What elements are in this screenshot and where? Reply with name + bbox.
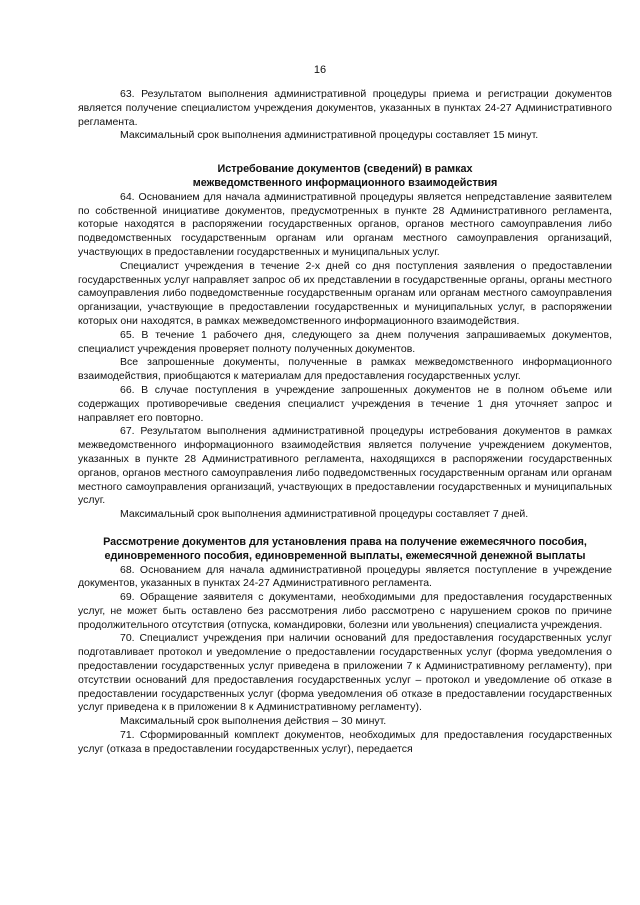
paragraph-64: 64. Основанием для начала административной процедуры является непредставление заявителем по собственной инициативе документов, предусмотренных в пункте 28 Административного регламента, которые находятся в распоряжении государственных органов, органов местного самоуправления либо подведомственных государственным органам или органам местного самоуправления организаций, участвующих в предоставлении государственных и муниципальных услуг. bbox=[78, 190, 612, 258]
spacer bbox=[78, 143, 612, 163]
paragraph-64-specialist: Специалист учреждения в течение 2-х дней со дня поступления заявления о предоставлении государственных услуг направляет запрос об их представлении в государственные органы, органы местного самоуправления либо подведомственные государственным органам или органам местного самоуправления организации, участвующие в предоставлении государственных и муниципальных услуг, в распоряжении которых они находятся, в рамках межведомственного информационного взаимодействия. bbox=[78, 259, 612, 327]
paragraph-65: 65. В течение 1 рабочего дня, следующего за днем получения запрашиваемых документов, специалист учреждения проверяет полноту полученных документов. bbox=[78, 328, 612, 355]
paragraph-63: 63. Результатом выполнения административной процедуры приема и регистрации документов является получение специалистом учреждения документов, указанных в пунктах 24-27 Административного регламента. bbox=[78, 88, 612, 128]
section-heading-interagency-line2: межведомственного информационного взаимодействия bbox=[192, 176, 498, 189]
paragraph-63-time: Максимальный срок выполнения административной процедуры составляет 15 минут. bbox=[120, 129, 539, 142]
paragraph-71: 71. Сформированный комплект документов, необходимых для предоставления государственных услуг (отказа в предоставлении государственных услуг), передается bbox=[78, 729, 612, 755]
paragraph-70: 70. Специалист учреждения при наличии оснований для предоставления государственных услуг подготавливает протокол и уведомление о предоставлении государственных услуг (форма уведомления о предоставлении государственных услуг приведена в приложении 7 к Административному регламенту), при отсутствии оснований для предоставления государственных услуг – протокол и уведомление об отказе в предоставлении государственных услуг (форма уведомления об отказе в предоставлении государственных услуг приведена к в приложении 8 к Административному регламенту). bbox=[78, 632, 612, 714]
page-number: 16 bbox=[313, 64, 327, 76]
paragraph-67: 67. Результатом выполнения административной процедуры истребования документов в рамках межведомственного информационного взаимодействия является получение учреждением документов, указанных в пункте 28 Административного регламента, находящихся в распоряжении государственных органов, органов местного самоуправления либо подведомственных государственным органам или органам местного самоуправления организаций, участвующих в предоставлении государственных и муниципальных услуг. bbox=[78, 425, 612, 507]
paragraph-65-attached: Все запрошенные документы, полученные в рамках межведомственного информационного взаимодействия, приобщаются к материалам для предоставления государственных услуг. bbox=[78, 356, 612, 383]
section-heading-interagency-line1: Истребование документов (сведений) в рамках bbox=[217, 163, 473, 176]
section-heading-review-line1: Рассмотрение документов для установления права на получение ежемесячного пособия, bbox=[103, 535, 587, 548]
paragraph-69: 69. Обращение заявителя с документами, необходимыми для предоставления государственных услуг, не может быть оставлено без рассмотрения либо рассмотрено с нарушением сроков по причине продолжительного отсутствия (отпуска, командировки, болезни или увольнения) специалиста учреждения. bbox=[78, 591, 612, 631]
spacer bbox=[78, 522, 612, 536]
section-heading-review-line2: единовременного пособия, единовременной выплаты, ежемесячной денежной выплаты bbox=[104, 549, 586, 562]
paragraph-68: 68. Основанием для начала административной процедуры является поступление в учреждение документов, указанных в пунктах 24-27 Административного регламента. bbox=[78, 563, 612, 590]
document-body bbox=[78, 88, 612, 757]
paragraph-70-time: Максимальный срок выполнения действия – 30 минут. bbox=[120, 715, 387, 728]
paragraph-67-time: Максимальный срок выполнения административной процедуры составляет 7 дней. bbox=[120, 508, 529, 521]
paragraph-66: 66. В случае поступления в учреждение запрошенных документов не в полном объеме или содержащих противоречивые сведения специалист учреждения в течение 1 дня уточняет запрос и направляет его повторно. bbox=[78, 383, 612, 424]
